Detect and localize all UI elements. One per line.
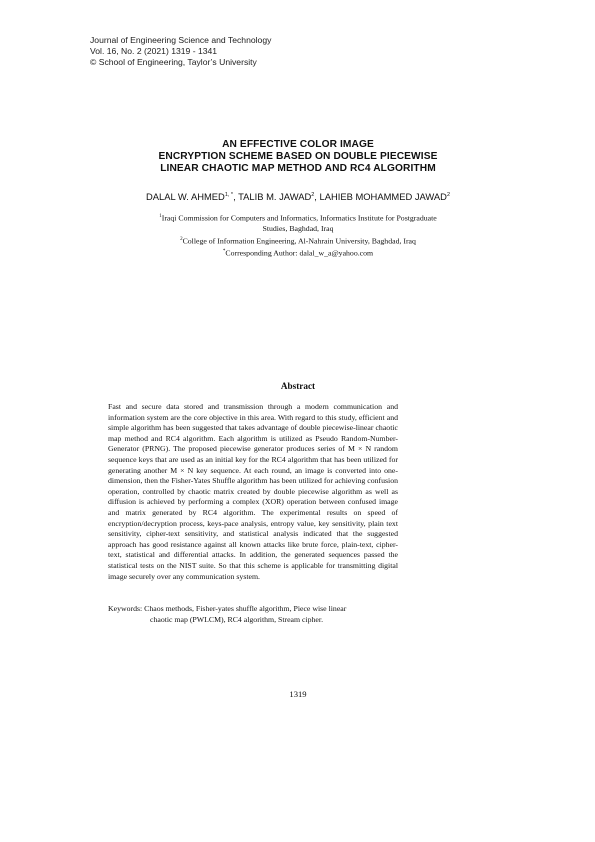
- corresponding-sup: *: [222, 248, 226, 254]
- affiliations: [95, 212, 501, 259]
- author-name: TALIB M. JAWAD: [238, 191, 312, 202]
- title-line: AN EFFECTIVE COLOR IMAGE: [222, 139, 374, 150]
- keywords-text: Chaos methods, Fisher-yates shuffle algorithm, Piece wise linear: [144, 604, 347, 613]
- keywords-line: chaotic map (PWLCM), RC4 algorithm, Stream cipher.: [150, 615, 324, 624]
- paper-title: [85, 139, 511, 176]
- author-sup: 2: [311, 191, 315, 198]
- title-line: ENCRYPTION SCHEME BASED ON DOUBLE PIECEWISE: [158, 151, 438, 163]
- corresponding-text: Corresponding Author: dalal_w_a@yahoo.com: [225, 248, 374, 258]
- author-list: [85, 191, 511, 202]
- affiliation-text: Iraqi Commission for Computers and Informatics, Informatics Institute for Postgraduate: [161, 213, 437, 223]
- author-sep: ,: [314, 191, 320, 202]
- affiliation-sup: 1: [159, 214, 162, 219]
- corresponding-author: [95, 247, 501, 259]
- author-sep: ,: [233, 191, 239, 202]
- affiliation-text: College of Information Engineering, Al-Nahrain University, Baghdad, Iraq: [182, 236, 416, 246]
- volume-info: Vol. 16, No. 2 (2021) 1319 - 1341: [90, 46, 218, 57]
- abstract-heading: Abstract: [280, 381, 316, 391]
- title-line: LINEAR CHAOTIC MAP METHOD AND RC4 ALGORITHM: [160, 163, 436, 175]
- author-name: DALAL W. AHMED: [145, 191, 225, 202]
- author-name: LAHIEB MOHAMMED JAWAD: [319, 191, 447, 202]
- abstract-text: Fast and secure data stored and transmission through a modern communication and information system are the core objective in this area. With regard to this study, efficient and simple algorithm has been suggested that takes advantage of double piecewise-linear chaotic map method and RC4 algorithm. Each algorithm is utilized as Pseudo Random-Number-Generator (PRNG). The proposed piecewise generator produces series of M × N random sequence keys that are used as an initial key for the RC4 algorithm that has been utilized for generating another M × N key sequence. At each round, an image is converted into one-dimension, then the Fisher-Yates Shuffle algorithm has been utilized for achieving confusion operation, controlled by chaotic matrix created by double piecewise algorithm as well as diffusion is achieved by performing a complex (XOR) operation between confused image and matrix generated by RC4 algorithm. The experimental results on speed of encryption/decryption process, keys-pace analysis, entropy value, key sensitivity, plain text sensitivity, cipher-text sensitivity, and statistical analysis indicated that the suggested approach has good resistance against all known attacks like brute force, plain-text, cipher-text, statistical and differential attacks. In addition, the generated sequences passed the statistical tests on the NIST suite. So that this scheme is applicable for transmitting digital image securely over any communication system.: [108, 402, 398, 581]
- keywords-label: Keywords:: [108, 604, 143, 613]
- keywords-line: [108, 603, 408, 614]
- copyright-line: © School of Engineering, Taylor’s University: [90, 57, 257, 68]
- journal-header: [90, 35, 271, 69]
- page-number: 1319: [289, 689, 307, 699]
- keywords: [108, 603, 408, 625]
- author-sup: 1, *: [224, 191, 234, 198]
- affiliation-1: [95, 212, 501, 224]
- journal-name: Journal of Engineering Science and Technology: [90, 35, 272, 45]
- affiliation-2: [95, 235, 501, 247]
- affiliation-sup: 2: [180, 236, 183, 242]
- affiliation-1-cont: Studies, Baghdad, Iraq: [262, 224, 334, 234]
- author-sup: 2: [446, 191, 451, 198]
